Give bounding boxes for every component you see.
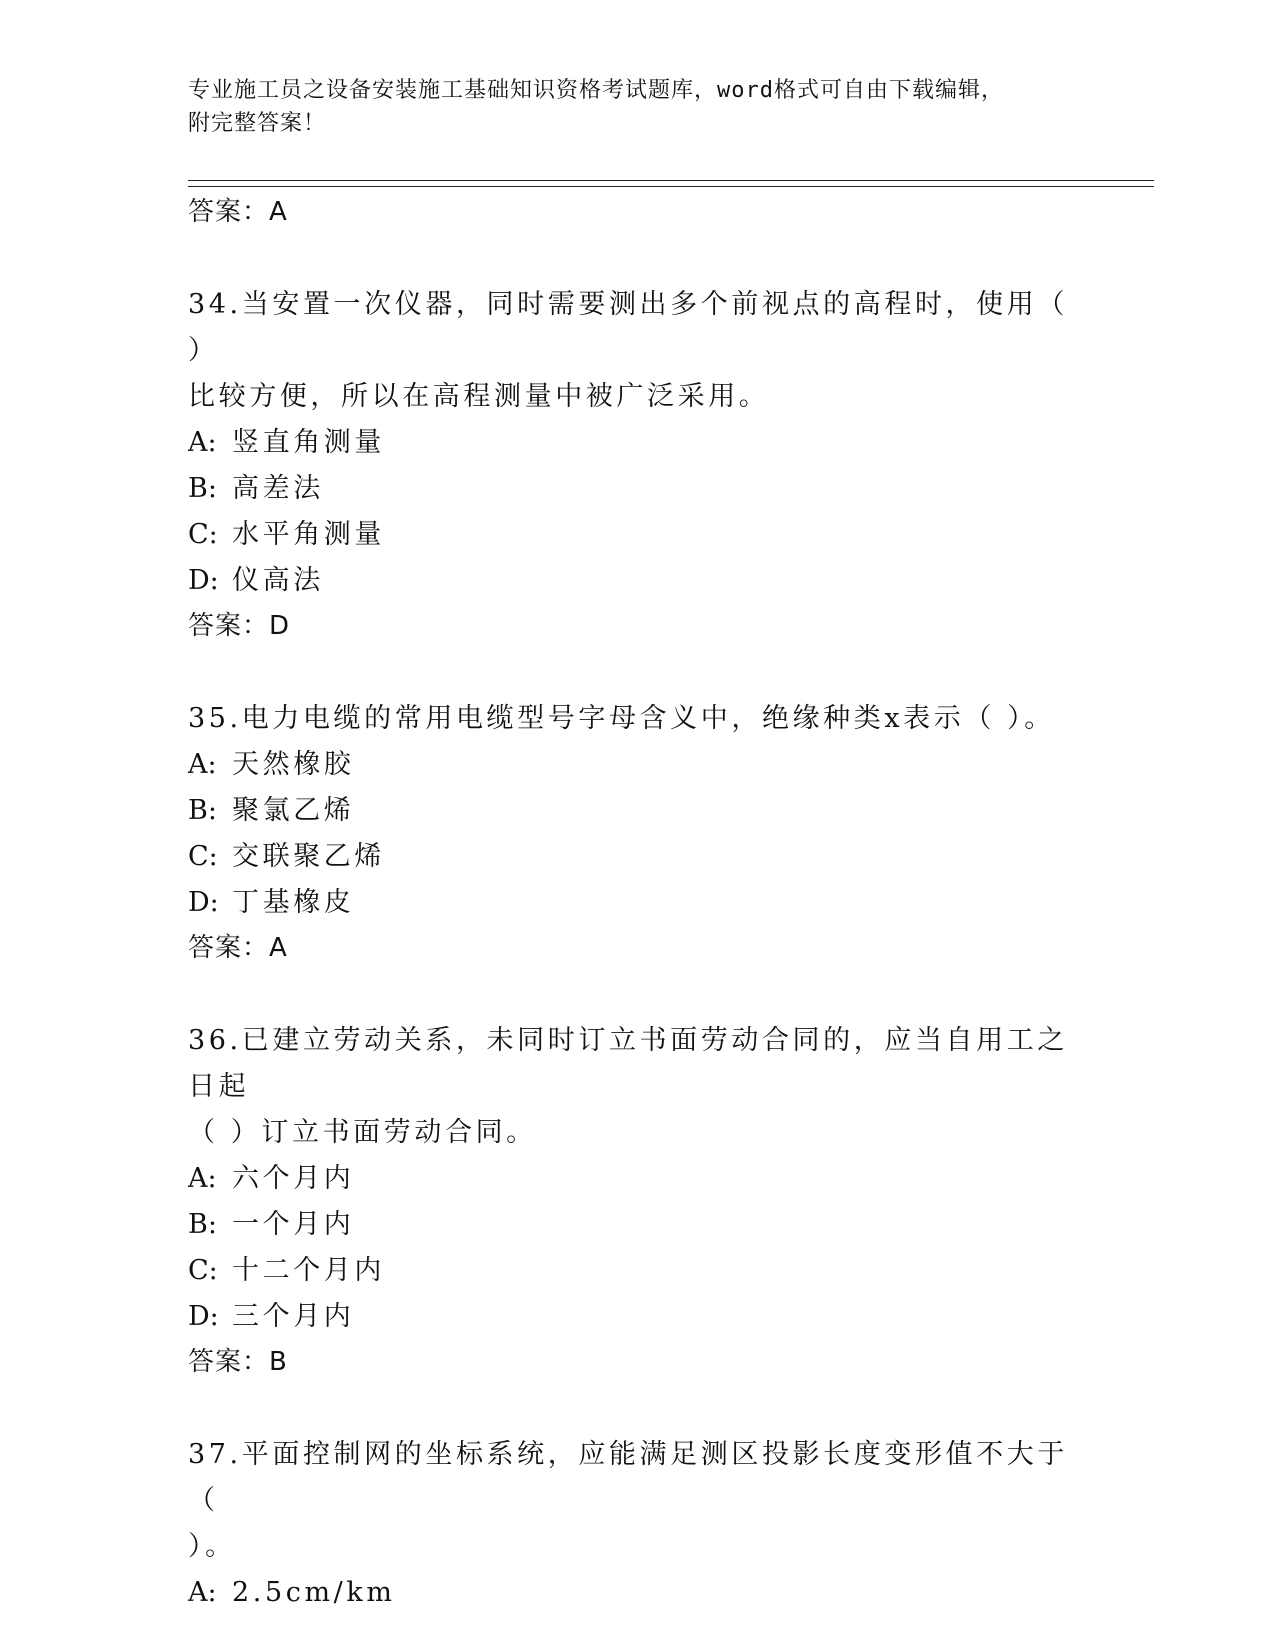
spacer — [188, 1384, 1108, 1432]
option-text: 丁基橡皮 — [232, 887, 355, 918]
option-c — [188, 834, 1108, 880]
document-header — [188, 74, 1088, 140]
option-text: 六个月内 — [232, 1163, 355, 1194]
header-line-2: 附完整答案！ — [188, 111, 327, 136]
option-a — [188, 742, 1108, 788]
answer-line: 答案：D — [188, 611, 291, 641]
option-key: C: — [188, 841, 218, 872]
question-stem — [188, 1432, 1068, 1570]
question-stem-line-2: 比较方便，所以在高程测量中被广泛采用。 — [188, 381, 770, 412]
option-key: D: — [188, 565, 219, 596]
option-text: 水平角测量 — [232, 519, 385, 550]
option-text: 交联聚乙烯 — [232, 841, 385, 872]
option-text: 2.5cm/km — [232, 1577, 396, 1608]
option-d — [188, 880, 1108, 926]
question-stem — [188, 1018, 1068, 1156]
question-stem-line-2: ）。 — [188, 1531, 236, 1562]
answer-line: 答案：B — [188, 1347, 288, 1377]
question-stem-line-1: 37.平面控制网的坐标系统，应能满足测区投影长度变形值不大于（ — [188, 1439, 1068, 1516]
option-text: 高差法 — [232, 473, 324, 504]
option-a — [188, 1156, 1108, 1202]
option-key: B: — [188, 473, 217, 504]
question-stem-line-1: 35.电力电缆的常用电缆型号字母含义中，绝缘种类x表示（ ）。 — [188, 703, 1055, 734]
option-b — [188, 466, 1108, 512]
header-line-1: 专业施工员之设备安装施工基础知识资格考试题库，word格式可自由下载编辑， — [188, 78, 1004, 103]
question-35 — [188, 696, 1108, 970]
option-text: 天然橡胶 — [232, 749, 355, 780]
question-stem-line-1: 34.当安置一次仪器，同时需要测出多个前视点的高程时，使用（ ） — [188, 289, 1068, 366]
option-text: 十二个月内 — [232, 1255, 385, 1286]
question-stem-line-1: 36.已建立劳动关系，未同时订立书面劳动合同的，应当自用工之日起 — [188, 1025, 1068, 1102]
option-text: 一个月内 — [232, 1209, 355, 1240]
option-key: C: — [188, 1255, 218, 1286]
question-stem-line-2: （ ）订立书面劳动合同。 — [188, 1117, 537, 1148]
option-c — [188, 1248, 1108, 1294]
question-36 — [188, 1018, 1108, 1384]
spacer — [188, 648, 1108, 696]
option-key: C: — [188, 519, 218, 550]
option-text: 竖直角测量 — [232, 427, 385, 458]
question-37 — [188, 1432, 1108, 1616]
option-text: 仪高法 — [232, 565, 324, 596]
option-c — [188, 512, 1108, 558]
option-d — [188, 1294, 1108, 1340]
option-a — [188, 420, 1108, 466]
option-b — [188, 1202, 1108, 1248]
option-key: A: — [188, 1163, 217, 1194]
spacer — [188, 234, 1108, 282]
question-stem — [188, 282, 1068, 420]
option-d — [188, 558, 1108, 604]
question-stem — [188, 696, 1068, 742]
previous-answer: 答案：A — [188, 197, 288, 227]
option-key: A: — [188, 1577, 217, 1608]
option-text: 聚氯乙烯 — [232, 795, 355, 826]
question-list — [188, 190, 1108, 1616]
option-key: D: — [188, 1301, 219, 1332]
spacer — [188, 970, 1108, 1018]
option-key: B: — [188, 795, 217, 826]
option-text: 三个月内 — [232, 1301, 355, 1332]
option-key: A: — [188, 427, 217, 458]
option-a — [188, 1570, 1108, 1616]
option-b — [188, 788, 1108, 834]
header-divider-bottom — [188, 186, 1154, 187]
question-34 — [188, 282, 1108, 648]
option-key: B: — [188, 1209, 217, 1240]
option-key: A: — [188, 749, 217, 780]
option-key: D: — [188, 887, 219, 918]
header-divider-top — [188, 180, 1154, 181]
answer-line: 答案：A — [188, 933, 288, 963]
